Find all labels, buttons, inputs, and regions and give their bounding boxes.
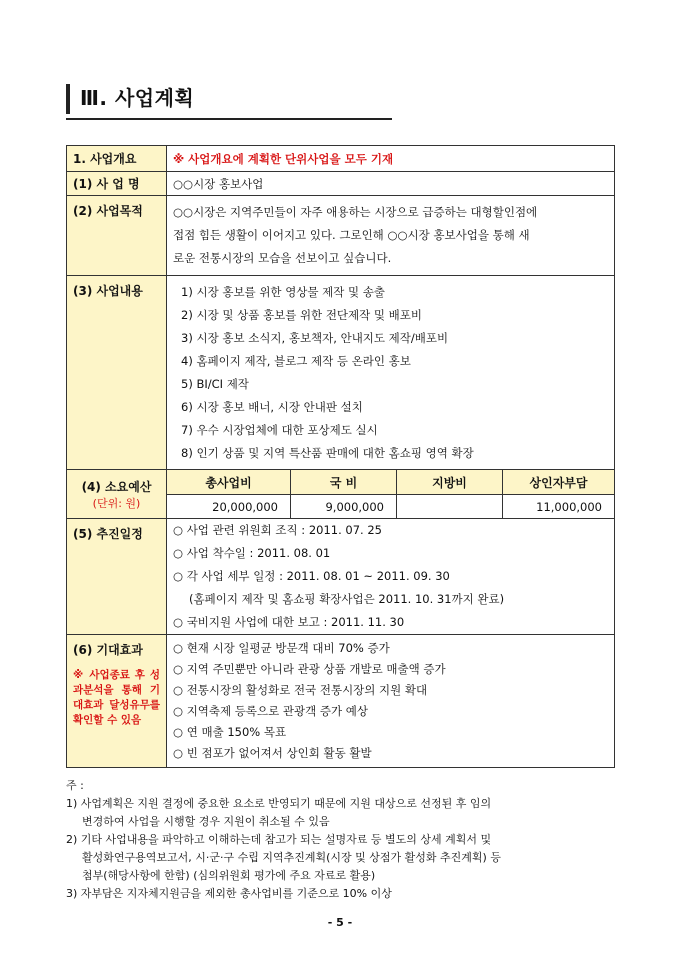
effects-item: ○ 빈 점포가 없어져서 상인회 활동 활발 (173, 746, 372, 760)
schedule-item: ○ 각 사업 세부 일정 : 2011. 08. 01 ~ 2011. 09. 30 (173, 569, 450, 583)
budget-header-total: 총사업비 (167, 470, 291, 495)
contents-item: 2) 시장 및 상품 홍보를 위한 전단제작 및 배포비 (181, 307, 423, 322)
budget-value-local (397, 495, 503, 519)
schedule-item: ○ 국비지원 사업에 대한 보고 : 2011. 11. 30 (173, 615, 405, 629)
contents-item: 8) 인기 상품 및 지역 특산품 판매에 대한 홈쇼핑 영역 확장 (181, 445, 474, 460)
heading-bar (66, 84, 70, 114)
footnote-line: 변경하여 사업을 시행할 경우 지원이 취소될 수 있음 (82, 815, 330, 828)
effects-item: ○ 전통시장의 활성화로 전국 전통시장의 지원 확대 (173, 683, 428, 697)
schedule-list (167, 519, 615, 635)
contents-item: 7) 우수 시장업체에 대한 포상제도 실시 (181, 422, 378, 437)
section-title: Ⅲ. 사업계획 (80, 86, 195, 110)
purpose-line: ○○시장은 지역주민들이 자주 애용하는 시장으로 급증하는 대형할인점에 (173, 205, 538, 219)
footnote-3 (66, 885, 614, 903)
budget-label-cell (67, 470, 167, 519)
contents-row (67, 276, 615, 470)
section-heading (66, 78, 392, 118)
schedule-item: ○ 사업 착수일 : 2011. 08. 01 (173, 546, 331, 560)
overview-note: ※ 사업개요에 계획한 단위사업을 모두 기재 (167, 146, 615, 172)
purpose-text (167, 196, 615, 276)
effects-label: (6) 기대효과 (73, 643, 143, 657)
purpose-line: 접점 힘든 생활이 이어지고 있다. 그로인해 ○○시장 홍보사업을 통해 새 (173, 228, 530, 242)
footnotes-heading: 주 : (66, 779, 84, 792)
contents-label: (3) 사업내용 (67, 276, 167, 470)
contents-item: 4) 홈페이지 제작, 블로그 제작 등 온라인 홍보 (181, 353, 411, 368)
budget-header-national: 국 비 (291, 470, 397, 495)
purpose-label: (2) 사업목적 (67, 196, 167, 276)
page-number: - 5 - (327, 916, 353, 929)
project-name-label: (1) 사 업 명 (67, 172, 167, 196)
footnote-line: 2) 기타 사업내용을 파악하고 이해하는데 참고가 되는 설명자료 등 별도의 상세 계획서 및 (66, 833, 492, 846)
contents-item: 5) BI/CI 제작 (181, 376, 249, 391)
heading-underline (66, 118, 392, 120)
budget-value-merchant: 11,000,000 (503, 495, 615, 519)
effects-note: ※ 사업종료 후 성과분석을 통해 기대효과 달성유무를 확인할 수 있음 (73, 669, 160, 726)
effects-item: ○ 연 매출 150% 목표 (173, 725, 287, 739)
budget-header-row (67, 470, 615, 495)
budget-label: (4) 소요예산 (81, 479, 152, 494)
effects-item: ○ 지역 주민뿐만 아니라 관광 상품 개발로 매출액 증가 (173, 662, 446, 676)
footnote-line: 1) 사업계획은 지원 결정에 중요한 요소로 반영되기 때문에 지원 대상으로 선정된 후 임의 (66, 797, 492, 810)
overview-label: 1. 사업개요 (67, 146, 167, 172)
schedule-item: ○ 사업 관련 위원회 조직 : 2011. 07. 25 (173, 523, 382, 537)
purpose-row (67, 196, 615, 276)
budget-unit: (단위: 원) (92, 496, 141, 510)
project-name-value: ○○시장 홍보사업 (167, 172, 615, 196)
budget-header-merchant: 상인자부담 (503, 470, 615, 495)
effects-label-cell (67, 635, 167, 768)
footnote-line: 활성화연구용역보고서, 시·군·구 수립 지역추진계획(시장 및 상점가 활성화 추진계획) 등 (82, 851, 501, 864)
contents-item: 1) 시장 홍보를 위한 영상물 제작 및 송출 (181, 284, 386, 299)
footnote-2 (66, 831, 614, 885)
effects-item: ○ 지역축제 등록으로 관광객 증가 예상 (173, 704, 368, 718)
contents-list (167, 276, 615, 470)
project-name-row (67, 172, 615, 196)
overview-row (67, 146, 615, 172)
budget-value-national: 9,000,000 (291, 495, 397, 519)
footnote-line: 첨부(해당사항에 한함) (심의위원회 평가에 주요 자료로 활용) (82, 869, 376, 882)
schedule-row (67, 519, 615, 635)
contents-item: 6) 시장 홍보 배너, 시장 안내판 설치 (181, 399, 363, 414)
schedule-label: (5) 추진일정 (67, 519, 167, 635)
footnotes (66, 777, 614, 903)
contents-item: 3) 시장 홍보 소식지, 홍보책자, 안내지도 제작/배포비 (181, 330, 449, 345)
schedule-item: (홈페이지 제작 및 홈쇼핑 확장사업은 2011. 10. 31까지 완료) (189, 592, 505, 606)
effects-item: ○ 현재 시장 일평균 방문객 대비 70% 증가 (173, 641, 390, 655)
budget-header-local: 지방비 (397, 470, 503, 495)
effects-list (167, 635, 615, 768)
effects-row (67, 635, 615, 768)
footnote-1 (66, 795, 614, 831)
business-plan-table (66, 145, 615, 768)
budget-value-total: 20,000,000 (167, 495, 291, 519)
purpose-line: 로운 전통시장의 모습을 선보이고 싶습니다. (173, 251, 392, 265)
footnote-line: 3) 자부담은 지자체지원금을 제외한 총사업비를 기준으로 10% 이상 (66, 887, 392, 900)
